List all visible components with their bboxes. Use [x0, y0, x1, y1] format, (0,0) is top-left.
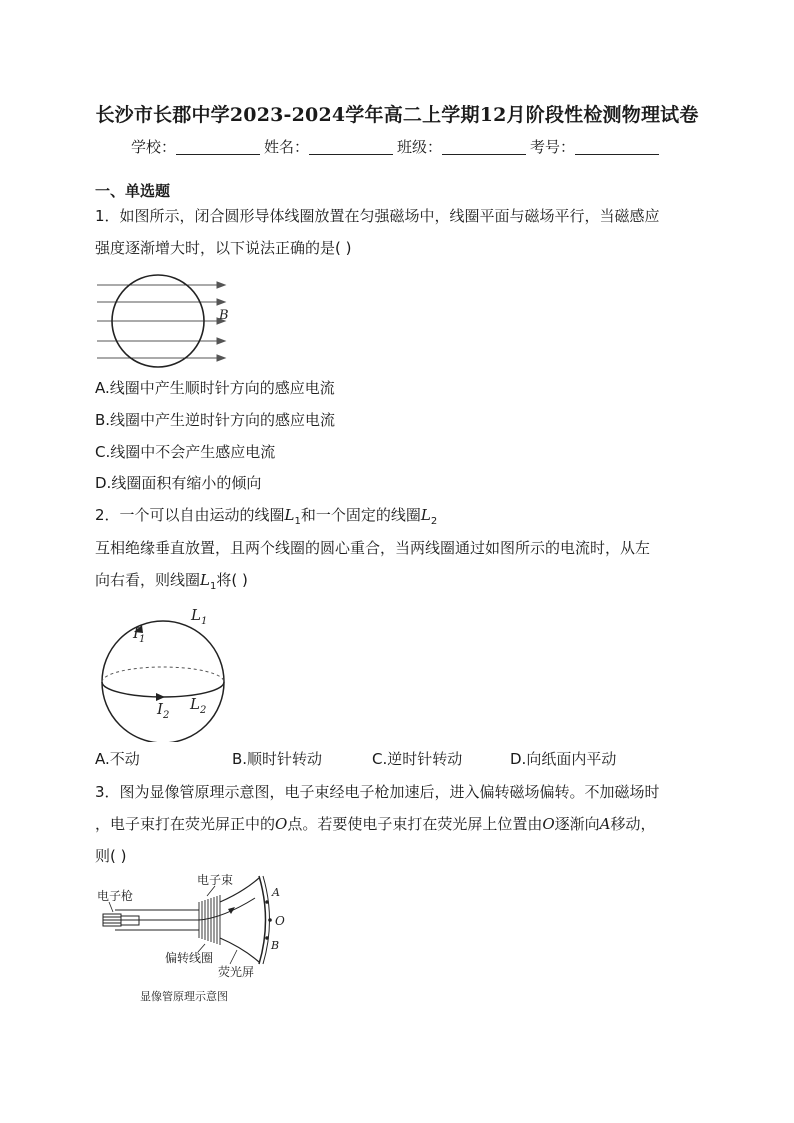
label-electron-beam: 电子束: [197, 873, 234, 887]
q2-figure-two-coils: [95, 600, 235, 742]
q1-option-c[interactable]: C.线圈中不会产生感应电流: [95, 443, 276, 461]
q2-stem-line3: 向右看，则线圈$L_1$将( ): [95, 571, 248, 592]
q2-option-d[interactable]: D.向纸面内平动: [510, 750, 617, 768]
fluorescent-screen: [259, 876, 266, 964]
label-point-b: B: [271, 939, 280, 952]
label-l2: $L_2$: [190, 695, 207, 716]
q2-stem-line1: 2．一个可以自由运动的线圈$L_1$和一个固定的线圈$L_2$: [95, 506, 438, 527]
q2-stem-line2: 互相绝缘垂直放置，且两个线圈的圆心重合，当两线圈通过如图所示的电流时，从左: [95, 539, 651, 557]
exam-number-label: 考号：: [530, 138, 576, 156]
electron-gun: [103, 914, 139, 926]
school-blank[interactable]: [176, 140, 260, 155]
class-blank[interactable]: [442, 140, 526, 155]
exam-title: 长沙市长郡中学2023-2024学年高二上学期12月阶段性检测物理试卷: [95, 104, 699, 126]
q3-stem-line3: 则( ): [95, 847, 127, 865]
class-label: 班级：: [397, 138, 443, 156]
section-title: 一、单选题: [95, 182, 171, 200]
school-label: 学校：: [130, 138, 176, 156]
q1-option-b[interactable]: B.线圈中产生逆时针方向的感应电流: [95, 411, 336, 429]
q2-option-b[interactable]: B.顺时针转动: [232, 750, 323, 768]
q3-stem-line1: 3．图为显像管原理示意图，电子束经电子枪加速后，进入偏转磁场偏转。不加磁场时: [95, 783, 660, 801]
q1-option-d[interactable]: D.线圈面积有缩小的倾向: [95, 474, 262, 492]
electron-beam: [199, 898, 255, 920]
field-lines: [97, 282, 225, 361]
label-l1: $L_1$: [191, 606, 208, 627]
q2-option-c[interactable]: C.逆时针转动: [372, 750, 463, 768]
q1-figure-coil-in-field: [95, 268, 235, 368]
exam-number-blank[interactable]: [575, 140, 659, 155]
label-i2: $I_2$: [157, 700, 170, 721]
label-i1: $I_1$: [133, 624, 146, 645]
coil-l2-back: [102, 667, 224, 682]
q1-stem-line2: 强度逐渐增大时，以下说法正确的是( ): [95, 239, 352, 257]
label-deflection-coil: 偏转线圈: [165, 951, 214, 965]
label-electron-gun: 电子枪: [97, 889, 134, 903]
q1-stem-line1: 1．如图所示，闭合圆形导体线圈放置在匀强磁场中，线圈平面与磁场平行，当磁感应: [95, 207, 660, 225]
name-label: 姓名：: [263, 138, 309, 156]
label-screen: 荧光屏: [218, 965, 255, 979]
q1-option-a[interactable]: A.线圈中产生顺时针方向的感应电流: [95, 379, 335, 397]
name-blank[interactable]: [309, 140, 393, 155]
coil-l1-outer: [102, 621, 224, 742]
figure-caption: 显像管原理示意图: [140, 990, 228, 1003]
q2-option-a[interactable]: A.不动: [95, 750, 140, 768]
q3-stem-line2: ，电子束打在荧光屏正中的O点。若要使电子束打在荧光屏上位置由O逐渐向A移动，: [95, 815, 656, 833]
coil-l2-front: [102, 682, 224, 697]
q3-figure-crt: [95, 872, 295, 1008]
student-info-line: [0, 136, 794, 157]
label-point-o: O: [275, 914, 285, 928]
label-point-a: A: [272, 886, 280, 899]
field-label-b: B: [219, 308, 229, 323]
tube-flare: [220, 878, 259, 962]
